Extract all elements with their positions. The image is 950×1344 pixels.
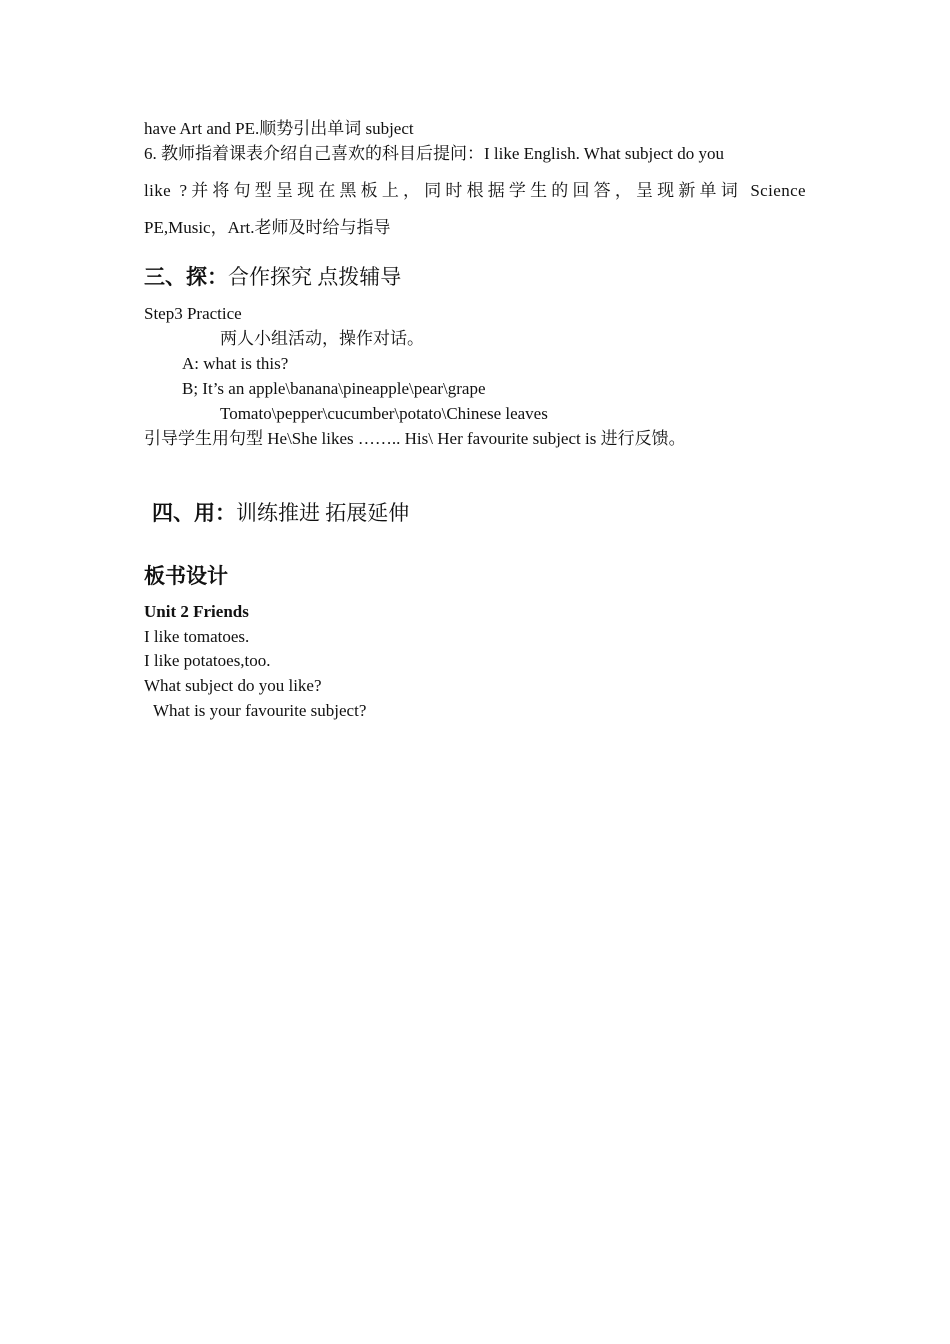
board-title: Unit 2 Friends — [144, 602, 249, 621]
paragraph-line: have Art and PE.顺势引出单词 subject — [144, 119, 414, 138]
section-heading-apply — [152, 500, 409, 526]
board-line: I like potatoes,too. — [144, 651, 271, 670]
guide-line: 引导学生用句型 He\She likes …….. His\ Her favourite subject is 进行反馈。 — [144, 429, 686, 448]
section-heading-text: 训练推进 拓展延伸 — [236, 501, 410, 525]
dialog-line-b-continued: Tomato\pepper\cucumber\potato\Chinese leaves — [220, 404, 548, 423]
section-heading-lead: 四、用： — [152, 501, 236, 525]
board-line: What subject do you like? — [144, 676, 322, 695]
section-heading-explore — [144, 264, 401, 290]
dialog-line-b: B; It’s an apple\banana\pineapple\pear\grape — [182, 379, 486, 398]
activity-instruction: 两人小组活动，操作对话。 — [220, 329, 424, 348]
section-heading-text: 合作探究 点拨辅导 — [228, 265, 402, 289]
board-line: What is your favourite subject? — [153, 701, 367, 720]
paragraph-line: 6. 教师指着课表介绍自己喜欢的科目后提问：I like English. What subject do you — [144, 144, 725, 163]
section-heading-lead: 三、探： — [144, 265, 228, 289]
board-line: I like tomatoes. — [144, 627, 250, 646]
board-design-heading: 板书设计 — [144, 564, 228, 588]
paragraph-line: PE,Music，Art.老师及时给与指导 — [144, 218, 391, 237]
paragraph-line: like ?并将句型呈现在黑板上，同时根据学生的回答，呈现新单词 Science — [144, 181, 806, 200]
step-title: Step3 Practice — [144, 304, 242, 323]
dialog-line-a: A: what is this? — [182, 354, 289, 373]
